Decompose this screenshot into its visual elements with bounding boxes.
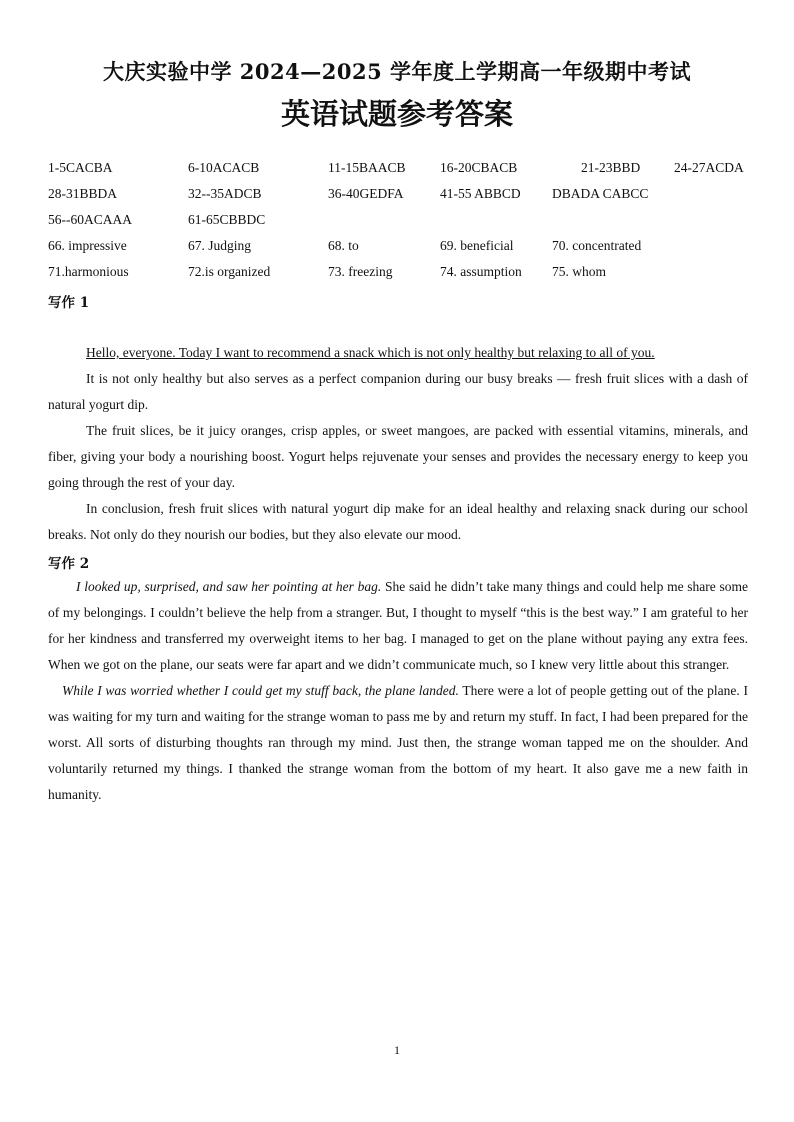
answer-cell: DBADA CABCC xyxy=(552,186,649,201)
answer-cell: 70. concentrated xyxy=(552,238,642,253)
answer-cell: 32--35ADCB xyxy=(188,186,262,201)
answer-cell: 75. whom xyxy=(552,264,606,279)
answer-cell: 66. impressive xyxy=(48,238,127,253)
answer-cell: 21-23BBD xyxy=(581,160,641,175)
essay-paragraph xyxy=(48,574,748,678)
answer-cell: 41-55 ABBCD xyxy=(440,186,521,201)
answer-cell: 6-10ACACB xyxy=(188,160,260,175)
essay-paragraph xyxy=(48,678,748,808)
answer-cell: 24-27ACDA xyxy=(674,160,744,175)
exam-title: 大庆实验中学 2024—2025 学年度上学期高一年级期中考试 xyxy=(102,59,691,84)
answer-cell: 61-65CBBDC xyxy=(188,212,266,227)
page-number: 1 xyxy=(394,1043,400,1057)
answer-row xyxy=(48,186,768,212)
answer-cell: 68. to xyxy=(328,238,359,253)
answer-cell: 69. beneficial xyxy=(440,238,514,253)
answer-cell: 74. assumption xyxy=(440,264,522,279)
writing2-heading: 写作 2 xyxy=(48,556,90,572)
answer-key-title: 英语试题参考答案 xyxy=(280,97,513,131)
answer-row xyxy=(48,160,768,186)
answer-cell: 67. Judging xyxy=(188,238,252,253)
answer-cell: 11-15BAACB xyxy=(328,160,406,175)
answer-cell: 28-31BBDA xyxy=(48,186,118,201)
answer-cell: 1-5CACBA xyxy=(48,160,113,175)
answer-row xyxy=(48,238,768,264)
answer-row xyxy=(48,264,768,290)
essay-italic-opening: I looked up, surprised, and saw her pointing at her bag. xyxy=(76,579,382,594)
answer-cell: 71.harmonious xyxy=(48,264,129,279)
essay-text: She said he didn’t take many things and could help me share some of my belongings. I couldn’t believe the help from a stranger. But, I thought to myself “this is the best way.” I am grateful to her for her kindness and transferred my overweight items to her bag. I managed to get on the plane without paying any extra fees. When we got on the plane, our seats were far apart and we didn’t communicate much, so I knew very little about this stranger. xyxy=(48,579,748,672)
answer-cell: 16-20CBACB xyxy=(440,160,518,175)
essay-paragraph: In conclusion, fresh fruit slices with natural yogurt dip make for an ideal healthy and relaxing snack during our school breaks. Not only do they nourish our bodies, but they also elevate our mood. xyxy=(48,501,748,542)
writing1-essay xyxy=(48,340,748,548)
essay-italic-opening: While I was worried whether I could get my stuff back, the plane landed. xyxy=(62,683,459,698)
essay-text: There were a lot of people getting out of the plane. I was waiting for my turn and waiting for the strange woman to pass me by and return my stuff. In fact, I had been prepared for the worst. All sorts of disturbing thoughts ran through my mind. Just then, the strange woman tapped me on the shoulder. And voluntarily returned my things. I thanked the strange woman from the bottom of my heart. It also gave me a new faith in humanity. xyxy=(48,683,748,802)
answer-cell: 72.is organized xyxy=(188,264,271,279)
essay-paragraph: The fruit slices, be it juicy oranges, crisp apples, or sweet mangoes, are packed with essential vitamins, minerals, and fiber, giving your body a nourishing boost. Yogurt helps rejuvenate your senses and provides the necessary energy to keep you going through the rest of your day. xyxy=(48,423,748,490)
writing2-essay xyxy=(48,574,748,808)
essay-paragraph: It is not only healthy but also serves as a perfect companion during our busy breaks — fresh fruit slices with a dash of natural yogurt dip. xyxy=(48,371,748,412)
answer-grid xyxy=(48,160,768,290)
essay-paragraph: Hello, everyone. Today I want to recommend a snack which is not only healthy but relaxing to all of you. xyxy=(86,345,655,360)
writing1-heading: 写作 1 xyxy=(48,295,90,311)
answer-cell: 36-40GEDFA xyxy=(328,186,404,201)
answer-cell: 73. freezing xyxy=(328,264,393,279)
answer-row xyxy=(48,212,768,238)
answer-cell: 56--60ACAAA xyxy=(48,212,132,227)
